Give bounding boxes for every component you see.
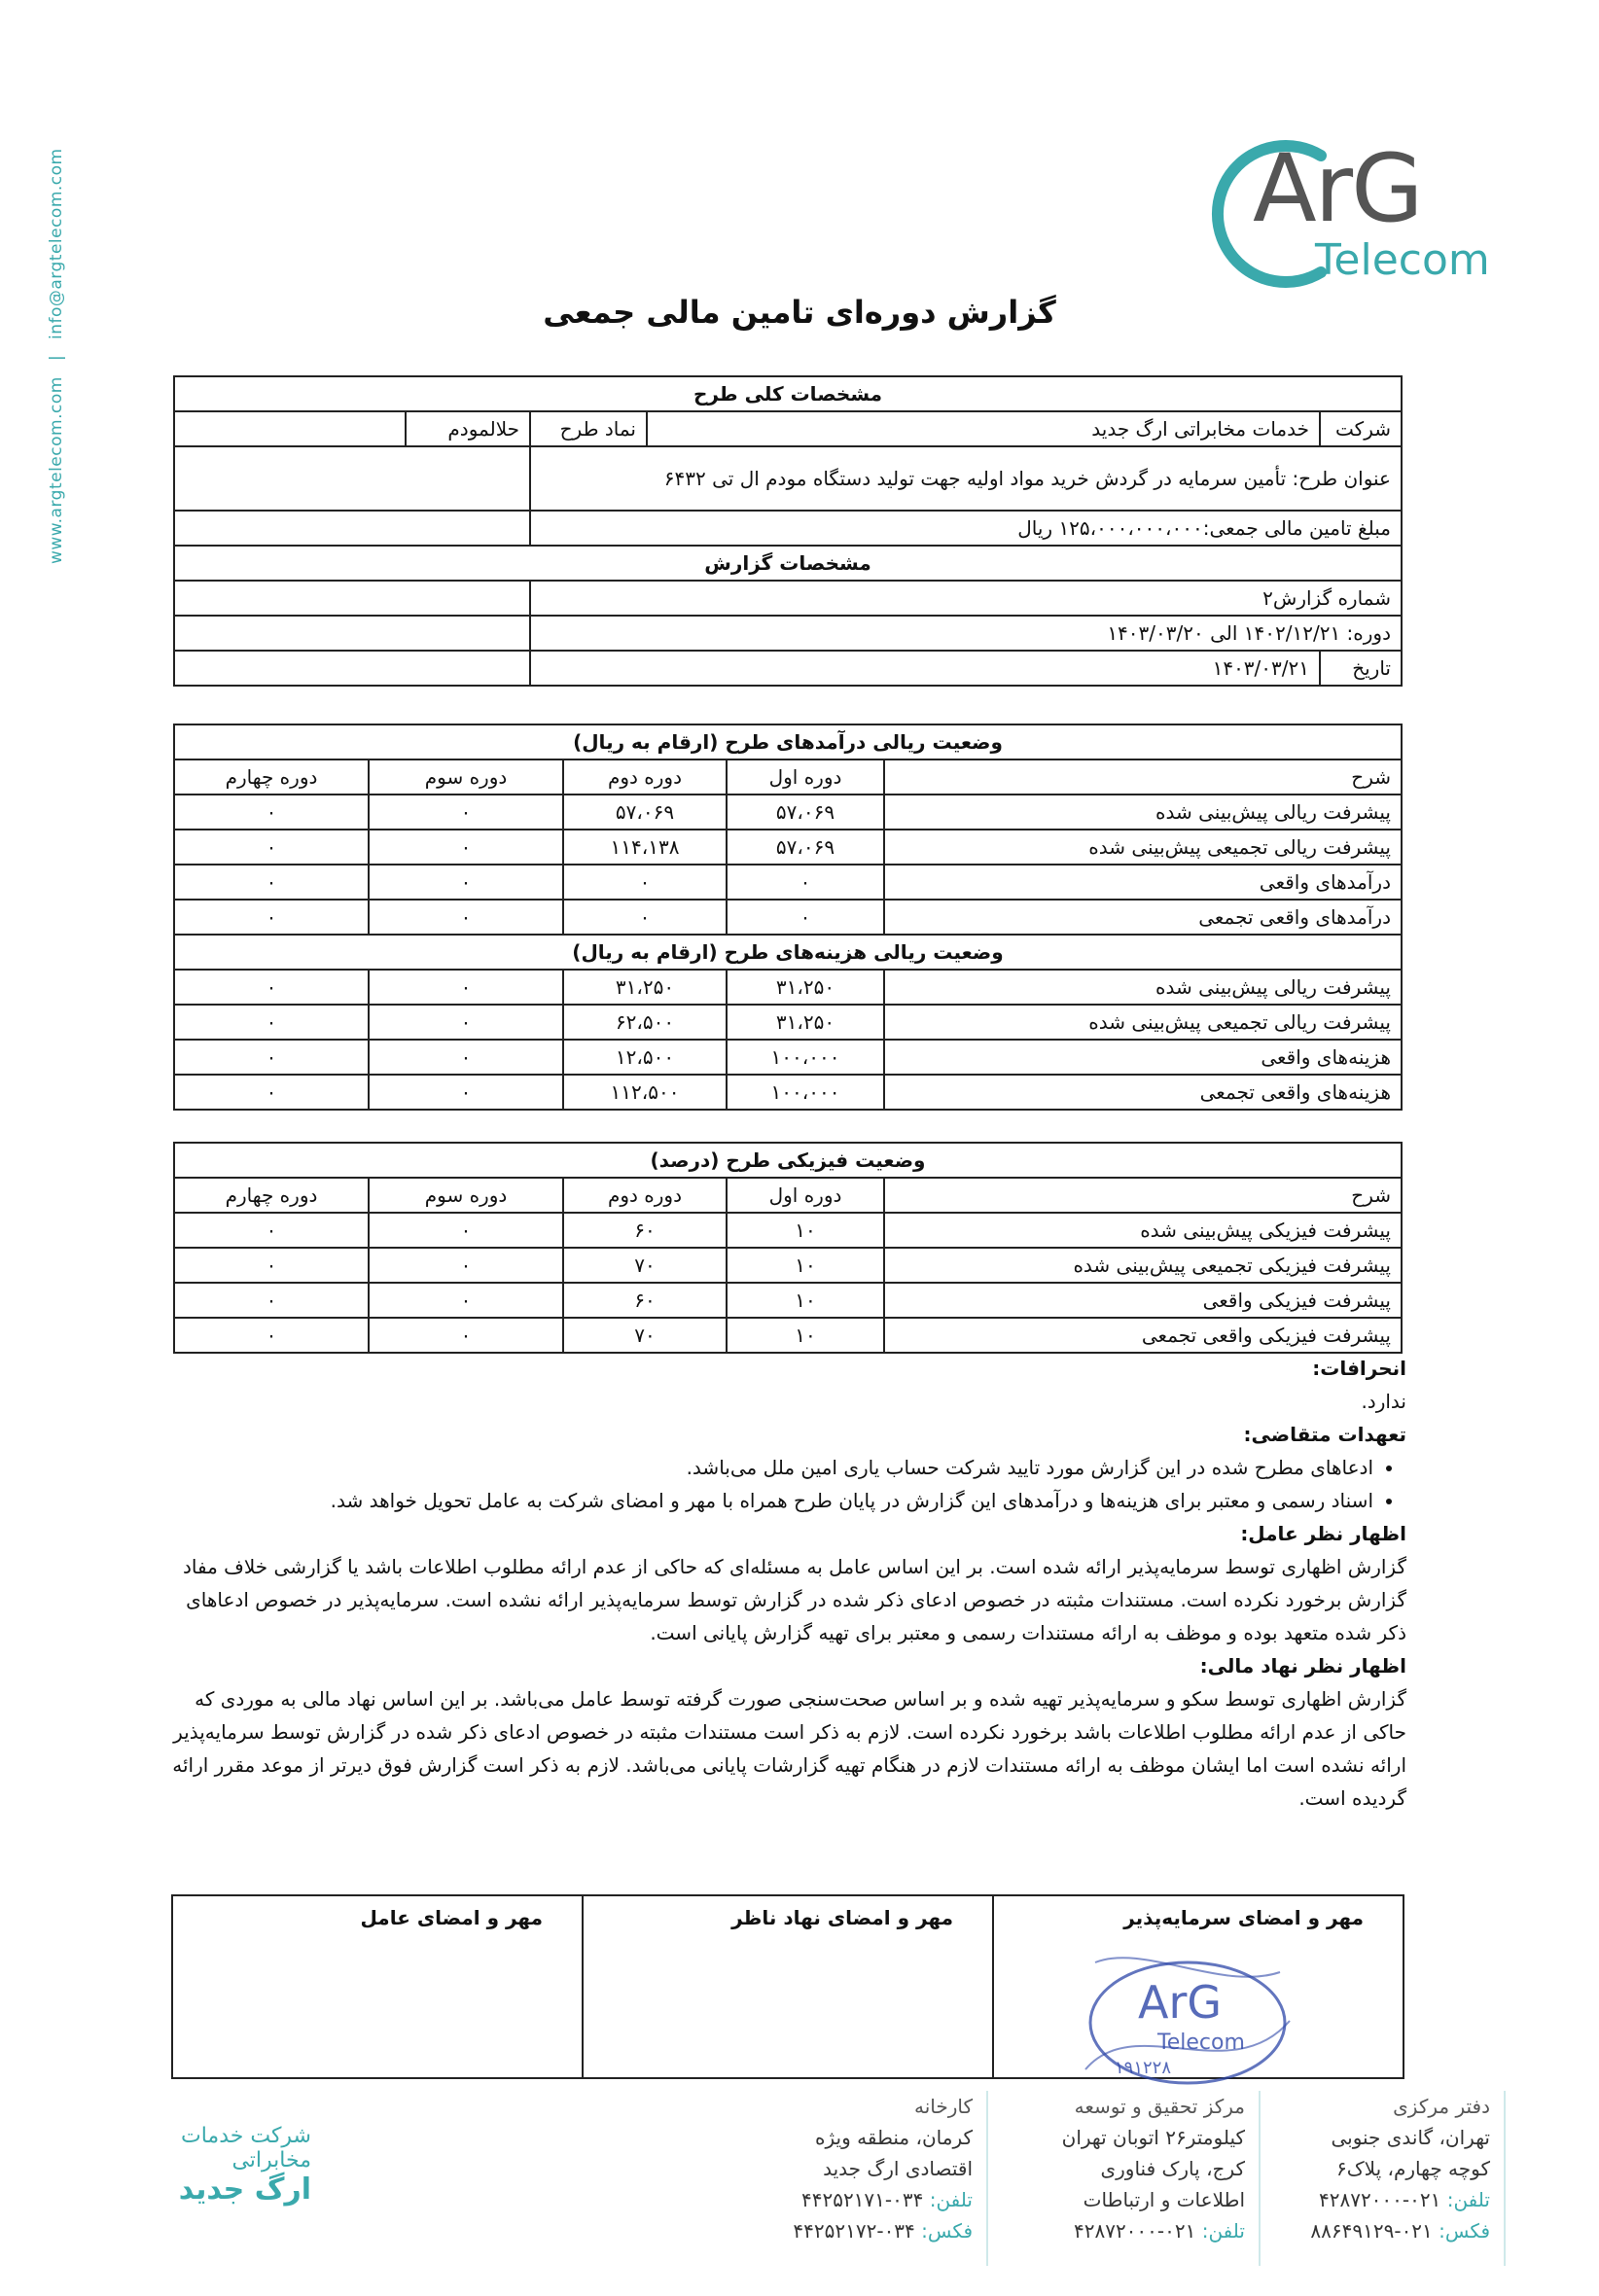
symbol-label: نماد طرح: [530, 411, 647, 446]
commitment-item: • اسناد رسمی و معتبر برای هزینه‌ها و درآمدهای این گزارش در پایان طرح همراه با مهر و امضای شرکت به عامل تحویل خواهد شد.: [165, 1484, 1373, 1517]
table-row: [174, 1283, 1402, 1318]
side-separator: |: [47, 354, 66, 362]
row-value: ۰: [369, 795, 563, 830]
factory-tel-label: تلفن:: [929, 2188, 973, 2211]
footer-brand: [97, 2124, 311, 2207]
row-value: ۰: [369, 1005, 563, 1040]
row-value: ۰: [369, 1283, 563, 1318]
hq-line: تهران، گاندی جنوبی: [1331, 2126, 1490, 2149]
row-value: ۰: [174, 1005, 369, 1040]
table-row: [174, 970, 1402, 1005]
column-header: دوره دوم: [563, 759, 727, 795]
row-value: ۷۰: [563, 1248, 727, 1283]
column-header: دوره چهارم: [174, 759, 369, 795]
footer-factory: [739, 2091, 988, 2266]
report-sections: [165, 1352, 1406, 1815]
deviations-text: ندارد.: [1361, 1390, 1406, 1413]
rnd-line: کرج، پارک فناوری: [1100, 2157, 1245, 2180]
row-value: ۰: [369, 1318, 563, 1353]
row-value: ۱۰: [727, 1318, 884, 1353]
table-row: [174, 1040, 1402, 1075]
physical-status-table: [173, 1142, 1403, 1354]
investee-signature: مهر و امضای سرمایه‌پذیر: [992, 1896, 1403, 2077]
column-header: شرح: [884, 1178, 1402, 1213]
stamp-number: ۱۹۱۲۲۸: [1115, 2058, 1172, 2078]
factory-line: کرمان، منطقه ویژه: [815, 2126, 973, 2149]
row-value: ۵۷،۰۶۹: [727, 830, 884, 865]
row-value: ۰: [369, 830, 563, 865]
footer-brand-line1: شرکت خدمات مخابراتی: [181, 2124, 311, 2172]
row-value: ۰: [174, 1283, 369, 1318]
row-value: ۱۰۰،۰۰۰: [727, 1075, 884, 1110]
stamp-logo-text: ArG: [1138, 1976, 1223, 2029]
row-value: ۶۲،۵۰۰: [563, 1005, 727, 1040]
empty-cell: [174, 411, 406, 446]
table-row: [174, 1213, 1402, 1248]
company-label: شرکت: [1320, 411, 1402, 446]
row-value: ۰: [369, 1040, 563, 1075]
footer-hq: [1257, 2091, 1506, 2266]
row-value: ۱۰: [727, 1283, 884, 1318]
row-value: ۳۱،۲۵۰: [563, 970, 727, 1005]
date-value: ۱۴۰۳/۰۳/۲۱: [530, 651, 1320, 686]
commitments-title: تعهدات متقاضی:: [1243, 1423, 1406, 1446]
income-header: وضعیت ریالی درآمدهای طرح (ارقام به ریال): [174, 724, 1402, 759]
table-row: [174, 865, 1402, 900]
row-value: ۰: [174, 1075, 369, 1110]
hq-tel: ۰۲۱-۴۲۸۷۲۰۰۰: [1318, 2188, 1441, 2211]
website-text: www.argtelecom.com: [47, 376, 66, 564]
logo-telecom-text: Telecom: [1315, 235, 1490, 285]
table-header-row: [174, 1143, 1402, 1178]
row-value: ۵۷،۰۶۹: [727, 795, 884, 830]
row-value: ۰: [174, 865, 369, 900]
factory-heading: کارخانه: [913, 2095, 973, 2118]
financial-status-table: [173, 724, 1403, 1111]
table-row: [174, 830, 1402, 865]
empty-cell: [174, 446, 530, 511]
supervisor-opinion-text: گزارش اظهاری توسط سکو و سرمایه‌پذیر تهیه شده و بر اساس صحت‌سنجی صورت گرفته توسط عامل می‌باشد. بر این اساس نهاد مالی به موردی که حاکی از عدم ارائه مطلوب اطلاعات باشد برخورد نکرده است. لازم به ذکر است مستندات مثبته در خصوص ادعای ذکر شده در گزارش توسط سرمایه‌پذیر ارائه نشده است اما ایشان موظف به ارائه مستندات لازم در هنگام تهیه گزارشات پایانی می‌باشد. لازم به ذکر است گزارش فوق دیرتر از موعد مقرر ارائه گردیده است.: [172, 1687, 1406, 1810]
column-header: دوره چهارم: [174, 1178, 369, 1213]
row-value: ۰: [727, 865, 884, 900]
rnd-tel: ۰۲۱-۴۲۸۷۲۰۰۰: [1073, 2219, 1196, 2243]
column-header: دوره دوم: [563, 1178, 727, 1213]
email-text: info@argtelecom.com: [47, 148, 66, 339]
supervisor-opinion-title: اظهار نظر نهاد مالی:: [1199, 1654, 1406, 1678]
column-header: دوره اول: [727, 1178, 884, 1213]
row-value: ۰: [174, 1040, 369, 1075]
cost-header: وضعیت ریالی هزینه‌های طرح (ارقام به ریال): [174, 935, 1402, 970]
table-row: [174, 1318, 1402, 1353]
row-label: پیشرفت ریالی تجمیعی پیش‌بینی شده: [884, 830, 1402, 865]
rnd-tel-label: تلفن:: [1201, 2219, 1245, 2243]
hq-fax-label: فکس:: [1439, 2219, 1490, 2243]
company-logo: [1206, 115, 1498, 290]
supervisor-signature: مهر و امضای نهاد ناظر: [582, 1896, 992, 2077]
row-label: درآمدهای واقعی تجمعی: [884, 900, 1402, 935]
row-label: هزینه‌های واقعی تجمعی: [884, 1075, 1402, 1110]
row-value: ۱۱۴،۱۳۸: [563, 830, 727, 865]
row-value: ۳۱،۲۵۰: [727, 970, 884, 1005]
row-value: ۰: [563, 865, 727, 900]
column-header: شرح: [884, 759, 1402, 795]
factory-tel: ۰۳۴-۴۴۲۵۲۱۷۱: [800, 2188, 924, 2211]
company-value: خدمات مخابراتی ارگ جدید: [647, 411, 1320, 446]
factory-line: اقتصادی ارگ جدید: [823, 2157, 973, 2180]
factory-fax: ۰۳۴-۴۴۲۵۲۱۷۲: [793, 2219, 915, 2243]
empty-cell: [174, 651, 530, 686]
row-value: ۰: [369, 1248, 563, 1283]
stamp-telecom-text: Telecom: [1157, 2031, 1245, 2055]
row-label: پیشرفت فیزیکی واقعی تجمعی: [884, 1318, 1402, 1353]
report-header: مشخصات گزارش: [174, 546, 1402, 581]
row-value: ۱۰۰،۰۰۰: [727, 1040, 884, 1075]
table-row: [174, 1248, 1402, 1283]
row-value: ۰: [369, 900, 563, 935]
report-period: دوره: ۱۴۰۲/۱۲/۲۱ الی ۱۴۰۳/۰۳/۲۰: [530, 616, 1402, 651]
row-label: هزینه‌های واقعی: [884, 1040, 1402, 1075]
row-label: پیشرفت فیزیکی واقعی: [884, 1283, 1402, 1318]
row-label: درآمدهای واقعی: [884, 865, 1402, 900]
table-row: [174, 900, 1402, 935]
row-value: ۰: [369, 1075, 563, 1110]
row-value: ۰: [174, 1213, 369, 1248]
hq-line: کوچه چهارم، پلاک۶: [1336, 2157, 1490, 2180]
project-title: عنوان طرح: تأمین سرمایه در گردش خرید مواد اولیه جهت تولید دستگاه مودم ال تی ۶۴۳۲: [530, 446, 1402, 511]
table-row: [174, 795, 1402, 830]
company-stamp: [1076, 1953, 1299, 2099]
column-header: دوره اول: [727, 759, 884, 795]
table-header-row: [174, 935, 1402, 970]
row-value: ۰: [174, 900, 369, 935]
commitments-list: [165, 1451, 1406, 1517]
hq-heading: دفتر مرکزی: [1393, 2095, 1490, 2118]
rnd-line: کیلومتر۲۶ اتوبان تهران: [1061, 2126, 1245, 2149]
table-row: [174, 1005, 1402, 1040]
general-info-table: [173, 375, 1403, 687]
symbol-value: حلالمودم: [406, 411, 530, 446]
row-value: ۱۱۲،۵۰۰: [563, 1075, 727, 1110]
table-row: [174, 1075, 1402, 1110]
row-value: ۱۰: [727, 1213, 884, 1248]
general-header: مشخصات کلی طرح: [174, 376, 1402, 411]
footer-rnd: [1012, 2091, 1261, 2266]
row-label: پیشرفت ریالی پیش‌بینی شده: [884, 795, 1402, 830]
rnd-heading: مرکز تحقیق و توسعه: [1074, 2095, 1245, 2118]
agent-opinion-text: گزارش اظهاری توسط سرمایه‌پذیر ارائه شده است. بر این اساس عامل به مسئله‌ای که حاکی از عدم ارائه مطلوب اطلاعات باشد یا گزارشی خلاف مفاد گزارش برخورد نکرده است. مستندات مثبته در خصوص ادعای ذکر شده در گزارش توسط سرمایه‌پذیر ارائه نشده است. سرمایه‌پذیر در خصوص ادعاهای ذکر شده متعهد بوده و موظف به ارائه مستندات رسمی و معتبر برای تهیه گزارش پایانی است.: [182, 1555, 1406, 1644]
commitment-item: • ادعاهای مطرح شده در این گزارش مورد تایید شرکت حساب یاری امین ملل می‌باشد.: [165, 1451, 1373, 1484]
side-contact: [47, 97, 66, 564]
physical-header: وضعیت فیزیکی طرح (درصد): [174, 1143, 1402, 1178]
table-columns-row: [174, 759, 1402, 795]
column-header: دوره سوم: [369, 1178, 563, 1213]
row-value: ۰: [174, 795, 369, 830]
row-value: ۰: [369, 970, 563, 1005]
row-value: ۰: [369, 1213, 563, 1248]
row-value: ۰: [174, 1248, 369, 1283]
row-value: ۰: [174, 970, 369, 1005]
agent-opinion-title: اظهار نظر عامل:: [1240, 1522, 1406, 1545]
row-value: ۰: [174, 1318, 369, 1353]
column-header: دوره سوم: [369, 759, 563, 795]
row-value: ۶۰: [563, 1213, 727, 1248]
row-value: ۷۰: [563, 1318, 727, 1353]
row-value: ۱۲،۵۰۰: [563, 1040, 727, 1075]
row-label: پیشرفت فیزیکی تجمیعی پیش‌بینی شده: [884, 1248, 1402, 1283]
row-value: ۵۷،۰۶۹: [563, 795, 727, 830]
empty-cell: [174, 616, 530, 651]
page-title: گزارش دوره‌ای تامین مالی جمعی: [543, 294, 1056, 331]
row-value: ۳۱،۲۵۰: [727, 1005, 884, 1040]
agent-signature: مهر و امضای عامل: [360, 1906, 543, 1929]
row-value: ۱۰: [727, 1248, 884, 1283]
rnd-line: اطلاعات و ارتباطات: [1083, 2188, 1245, 2211]
funding-amount: مبلغ تامین مالی جمعی:۱۲۵،۰۰۰،۰۰۰،۰۰۰ ریال: [530, 511, 1402, 546]
hq-fax: ۰۲۱-۸۸۶۴۹۱۲۹: [1310, 2219, 1433, 2243]
table-columns-row: [174, 1178, 1402, 1213]
row-label: پیشرفت فیزیکی پیش‌بینی شده: [884, 1213, 1402, 1248]
row-value: ۰: [174, 830, 369, 865]
table-header-row: [174, 724, 1402, 759]
logo-arg-text: ArG: [1253, 134, 1422, 243]
hq-tel-label: تلفن:: [1446, 2188, 1490, 2211]
factory-fax-label: فکس:: [921, 2219, 973, 2243]
deviations-title: انحرافات:: [1312, 1357, 1406, 1380]
report-number: شماره گزارش۲: [530, 581, 1402, 616]
row-label: پیشرفت ریالی پیش‌بینی شده: [884, 970, 1402, 1005]
footer-brand-line2: ارگ جدید: [178, 2172, 311, 2207]
row-value: ۶۰: [563, 1283, 727, 1318]
row-label: پیشرفت ریالی تجمیعی پیش‌بینی شده: [884, 1005, 1402, 1040]
row-value: ۰: [727, 900, 884, 935]
row-value: ۰: [563, 900, 727, 935]
empty-cell: [174, 511, 530, 546]
row-value: ۰: [369, 865, 563, 900]
empty-cell: [174, 581, 530, 616]
date-label: تاریخ: [1320, 651, 1402, 686]
